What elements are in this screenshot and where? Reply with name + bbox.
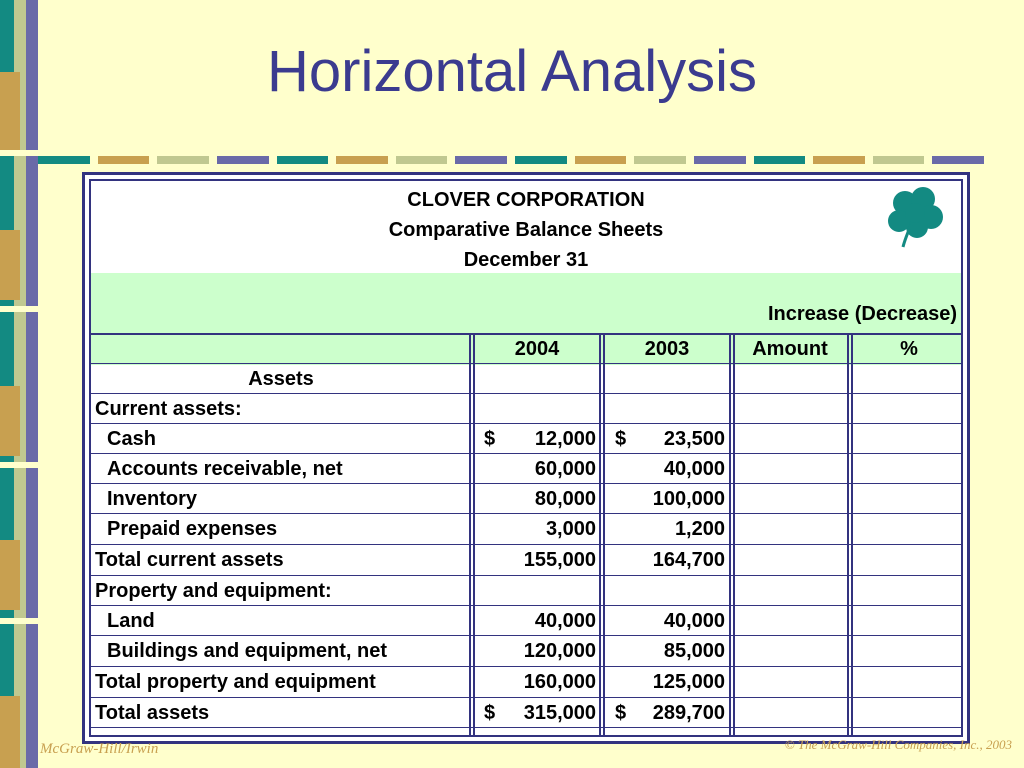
value-2003: 100,000 [652,488,725,510]
row-label: Total assets [95,702,210,724]
row-divider [91,423,961,424]
column-band [91,273,961,335]
amount-cell [734,365,846,393]
value-2003-cell [605,365,729,393]
amount-cell [734,455,846,483]
percent-cell [851,577,967,605]
table-row [91,607,961,637]
value-2003-cell [605,425,729,453]
value-2004-cell [474,607,600,635]
value-2003: 125,000 [652,671,725,693]
amount-cell [734,607,846,635]
row-divider [91,575,961,576]
value-2004-cell [474,365,600,393]
amount-cell [734,577,846,605]
amount-cell [734,699,846,727]
value-2004: 12,000 [534,428,596,450]
col-2004-header: 2004 [514,338,560,360]
table-row [91,515,961,545]
amount-cell [734,395,846,423]
percent-cell [851,637,967,665]
value-2003: 164,700 [652,549,725,571]
row-divider [91,635,961,636]
value-2004: 40,000 [534,610,596,632]
percent-cell [851,425,967,453]
amount-cell [734,637,846,665]
value-2003-cell [605,607,729,635]
col-2003-header: 2003 [644,338,690,360]
value-2003-cell [605,699,729,727]
row-label: Property and equipment: [95,580,332,602]
percent-cell [851,699,967,727]
value-2003: 23,500 [663,428,725,450]
percent-cell [851,668,967,696]
value-2003: 40,000 [663,458,725,480]
row-label: Total current assets [95,549,284,571]
statement-title: Comparative Balance Sheets [388,219,664,241]
value-2003-cell [605,395,729,423]
amount-cell [734,668,846,696]
value-2004: 315,000 [523,702,596,724]
publisher-footer: McGraw-Hill/Irwin [40,741,159,757]
table-row [91,699,961,729]
value-2003-cell [605,455,729,483]
col-pct-header: % [900,338,918,360]
row-divider [91,483,961,484]
value-2003: 1,200 [674,518,725,540]
value-2004-cell [474,425,600,453]
value-2004-cell [474,699,600,727]
table-header [91,181,961,275]
percent-cell [851,455,967,483]
table-row [91,455,961,485]
value-2004-cell [474,395,600,423]
value-2004: 160,000 [523,671,596,693]
percent-cell [851,365,967,393]
row-label: Assets [248,368,314,390]
row-divider [91,453,961,454]
value-2004-cell [474,668,600,696]
left-decorative-strip [0,0,38,768]
row-divider [91,393,961,394]
amount-cell [734,546,846,574]
row-divider [91,544,961,545]
row-label: Cash [107,428,156,450]
table-row [91,668,961,698]
value-2003-cell [605,546,729,574]
row-label: Land [107,610,155,632]
amount-cell [734,485,846,513]
amount-cell [734,515,846,543]
statement-date: December 31 [463,249,589,271]
value-2003-cell [605,668,729,696]
currency-symbol: $ [484,428,496,450]
currency-symbol: $ [484,702,496,724]
table-row [91,485,961,515]
balance-sheet-table [82,172,970,744]
value-2003-cell [605,637,729,665]
row-divider [91,605,961,606]
copyright-footer: © The McGraw-Hill Companies, Inc., 2003 [784,737,1012,752]
value-2004: 155,000 [523,549,596,571]
row-divider [91,513,961,514]
value-2003-cell [605,729,729,757]
percent-cell [851,515,967,543]
table-row [91,577,961,607]
value-2003-cell [605,515,729,543]
company-name: CLOVER CORPORATION [407,189,645,211]
table-row [91,425,961,455]
value-2004-cell [474,577,600,605]
value-2004: 120,000 [523,640,596,662]
percent-cell [851,607,967,635]
percent-cell [851,485,967,513]
percent-cell [851,395,967,423]
value-2004: 3,000 [545,518,596,540]
table-row [91,546,961,576]
value-2004: 60,000 [534,458,596,480]
horizontal-decorative-bar [38,156,984,164]
slide-title: Horizontal Analysis [267,39,757,104]
table-row [91,365,961,395]
value-2003-cell [605,577,729,605]
value-2004-cell [474,729,600,757]
value-2003-cell [605,485,729,513]
row-label: Accounts receivable, net [107,458,343,480]
column-header-row [91,335,961,365]
row-divider [91,666,961,667]
value-2004-cell [474,515,600,543]
percent-cell [851,546,967,574]
row-label: Total property and equipment [95,671,376,693]
amount-cell [734,425,846,453]
clover-icon [881,185,951,251]
row-label: Current assets: [95,398,242,420]
currency-symbol: $ [615,702,627,724]
row-divider [91,363,961,364]
row-label: Buildings and equipment, net [107,640,387,662]
value-2003: 289,700 [652,702,725,724]
value-2004-cell [474,485,600,513]
row-label: Prepaid expenses [107,518,278,540]
value-2004: 80,000 [534,488,596,510]
row-label: Inventory [107,488,198,510]
value-2003: 40,000 [663,610,725,632]
value-2004-cell [474,455,600,483]
currency-symbol: $ [615,428,627,450]
value-2003: 85,000 [663,640,725,662]
table-row [91,395,961,425]
increase-decrease-label: Increase (Decrease) [767,303,957,325]
value-2004-cell [474,637,600,665]
row-divider [91,727,961,728]
row-divider [91,697,961,698]
col-amount-header: Amount [752,338,828,360]
value-2004-cell [474,546,600,574]
table-row [91,637,961,667]
